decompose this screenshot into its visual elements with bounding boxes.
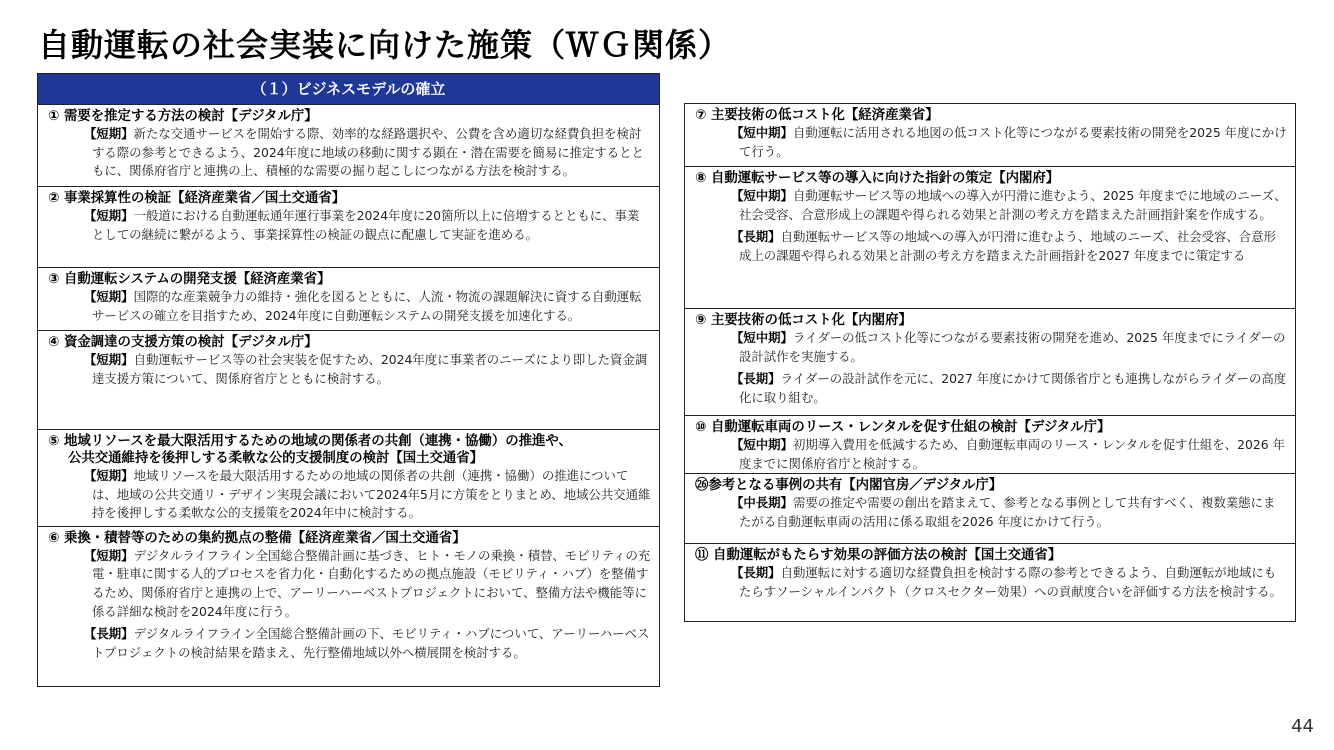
paragraph-text: 初期導入費用を低減するため、自動運転車両のリース・レンタルを促す仕組を、2026 年度までに関係府省庁と検討する。 (739, 437, 1285, 471)
term-tag: 【短中期】 (731, 330, 793, 345)
paragraph-text: 新たな交通サービスを開始する際、効率的な経路選択や、公費を含め適切な経費負担を検討する際の参考とできるよう、2024年度に地域の移動に関する顕在・潜在需要を簡易に推定するとともに、関係府省庁と連携の上、積極的な需要の掘り起こしにつながる方法を検討する。 (92, 126, 644, 179)
section-title: ① 需要を推定する方法の検討【デジタル庁】 (48, 109, 318, 124)
page-title: 自動運転の社会実装に向けた施策（ＷＧ関係） (38, 26, 732, 64)
section-title: ⑩ 自動運転車両のリース・レンタルを促す仕組の検討【デジタル庁】 (695, 420, 1111, 435)
term-tag: 【短期】 (84, 468, 134, 483)
measure-section-9 (685, 308, 1295, 415)
section-title: ④ 資金調達の支援方策の検討【デジタル庁】 (48, 335, 318, 350)
measure-paragraph (731, 124, 1287, 161)
business-model-panel (37, 73, 660, 687)
technology-measures-panel (684, 103, 1296, 622)
paragraph-text: デジタルライフライン全国総合整備計画に基づき、ヒト・モノの乗換・積替、モビリティの充電・駐車に関する人的プロセスを省力化・自動化するための拠点施設（モビリティ・ハブ）を整備するため、関係府省庁と連携の上で、アーリーハーベストプロジェクトにおいて、整備方法や機能等に係る詳細な検討を2024年度に行う。 (92, 547, 651, 619)
term-tag: 【中長期】 (731, 495, 793, 510)
measure-paragraph (84, 288, 651, 325)
term-tag: 【短期】 (84, 547, 134, 563)
term-tag: 【短期】 (84, 126, 134, 141)
section-title: ⑧ 自動運転サービス等の導入に向けた指針の策定【内閣府】 (695, 171, 1060, 186)
paragraph-text: 自動運転サービス等の地域への導入が円滑に進むよう、地域のニーズ、社会受容、合意形成上の課題や得られる効果と計測の考え方を踏まえた計画指針を2027 年度までに策定する (739, 229, 1276, 263)
term-tag: 【短中期】 (731, 188, 793, 203)
section-title: ㉖参考となる事例の共有【内閣官房／デジタル庁】 (695, 478, 1003, 493)
measure-paragraph (731, 494, 1287, 531)
paragraph-text: ライダーの低コスト化等につながる要素技術の開発を進め、2025 年度までにライダーの設計試作を実施する。 (739, 330, 1286, 364)
page-number: 44 (1291, 716, 1314, 737)
measure-paragraph (731, 187, 1287, 224)
paragraph-text: 自動運転サービス等の社会実装を促すため、2024年度に事業者のニーズにより即した資金調達支援方策について、関係府省庁とともに検討する。 (92, 352, 648, 386)
paragraph-text: 自動運転に対する適切な経費負担を検討する際の参考とできるよう、自動運転が地域にもたらすソーシャルインパクト（クロスセクター効果）への貢献度合いを評価する方法を検討する。 (739, 565, 1282, 599)
paragraph-text: 自動運転サービス等の地域への導入が円滑に進むよう、2025 年度までに地域のニーズ、社会受容、合意形成上の課題や得られる効果と計測の考え方を踏まえた計画指針案を作成する。 (739, 188, 1287, 222)
section-title: ⑦ 主要技術の低コスト化【経済産業省】 (695, 108, 939, 123)
paragraph-text: ライダーの設計試作を元に、2027 年度にかけて関係省庁とも連携しながらライダーの高度化に取り組む。 (739, 371, 1287, 405)
paragraph-text: 一般道における自動運転通年運行事業を2024年度に20箇所以上に倍増するとともに、事業としての継続に繋がるよう、事業採算性の検証の観点に配慮して実証を進める。 (92, 208, 640, 242)
measure-section-4 (38, 330, 659, 429)
paragraph-text: 自動運転に活用される地図の低コスト化等につながる要素技術の開発を2025 年度にかけて行う。 (739, 125, 1287, 159)
section-title: ② 事業採算性の検証【経済産業省／国土交通省】 (48, 191, 346, 206)
measure-paragraph (84, 625, 651, 662)
measure-paragraph (731, 329, 1287, 366)
measure-section-26 (685, 473, 1295, 543)
term-tag: 【短中期】 (731, 125, 793, 140)
paragraph-text: デジタルライフライン全国総合整備計画の下、モビリティ・ハブについて、アーリーハーベストプロジェクトの検討結果を踏まえ、先行整備地域以外へ横展開を検討する。 (92, 626, 650, 660)
section-title-line-2: 公共交通維持を後押しする柔軟な公的支援制度の検討【国土交通省】 (68, 451, 484, 466)
measure-section-1 (38, 104, 659, 186)
section-title-line-1: ⑤ 地域リソースを最大限活用するための地域の関係者の共創（連携・協働）の推進や、 (48, 434, 572, 449)
section-title: ⑨ 主要技術の低コスト化【内閣府】 (695, 313, 912, 328)
term-tag: 【短期】 (84, 289, 134, 304)
term-tag: 【短中期】 (731, 437, 793, 452)
measure-paragraph (731, 564, 1287, 601)
measure-paragraph (84, 467, 651, 523)
section-title (48, 433, 651, 467)
measure-section-8 (685, 166, 1295, 308)
term-tag: 【短期】 (84, 208, 134, 223)
measure-paragraph (84, 207, 651, 244)
measure-section-3 (38, 267, 659, 330)
paragraph-text: 需要の推定や需要の創出を踏まえて、参考となる事例として共有すべく、複数業態にまたがる自動運転車両の活用に係る取組を2026 年度にかけて行う。 (739, 495, 1276, 529)
section-title: ⑪ 自動運転がもたらす効果の評価方法の検討【国土交通省】 (695, 548, 1062, 563)
measure-section-7 (685, 104, 1295, 166)
measure-section-2 (38, 186, 659, 267)
term-tag: 【長期】 (731, 229, 781, 245)
measure-paragraph (84, 351, 651, 388)
term-tag: 【長期】 (731, 371, 781, 387)
panel-header: （１）ビジネスモデルの確立 (38, 74, 659, 104)
term-tag: 【長期】 (731, 565, 781, 580)
section-title: ⑥ 乗換・積替等のための集約拠点の整備【経済産業省／国土交通省】 (48, 530, 466, 546)
measure-paragraph (84, 547, 651, 621)
measure-section-11 (685, 543, 1295, 604)
measure-paragraph (731, 436, 1287, 473)
term-tag: 【短期】 (84, 352, 134, 367)
paragraph-text: 国際的な産業競争力の維持・強化を図るとともに、人流・物流の課題解決に資する自動運転サービスの確立を目指すため、2024年度に自動運転システムの開発支援を加速化する。 (92, 289, 642, 323)
measure-paragraph (731, 228, 1287, 265)
measure-section-10 (685, 415, 1295, 473)
measure-paragraph (84, 125, 651, 181)
measure-section-5 (38, 429, 659, 526)
measure-section-6 (38, 526, 659, 666)
term-tag: 【長期】 (84, 626, 134, 642)
section-title: ③ 自動運転システムの開発支援【経済産業省】 (48, 272, 331, 287)
measure-paragraph (731, 370, 1287, 407)
paragraph-text: 地域リソースを最大限活用するための地域の関係者の共創（連携・協働）の推進については、地域の公共交通リ・デザイン実現会議において2024年5月に方策をとりまとめ、地域公共交通維持を後押しする柔軟な公的支援策を2024年中に検討する。 (92, 468, 651, 521)
